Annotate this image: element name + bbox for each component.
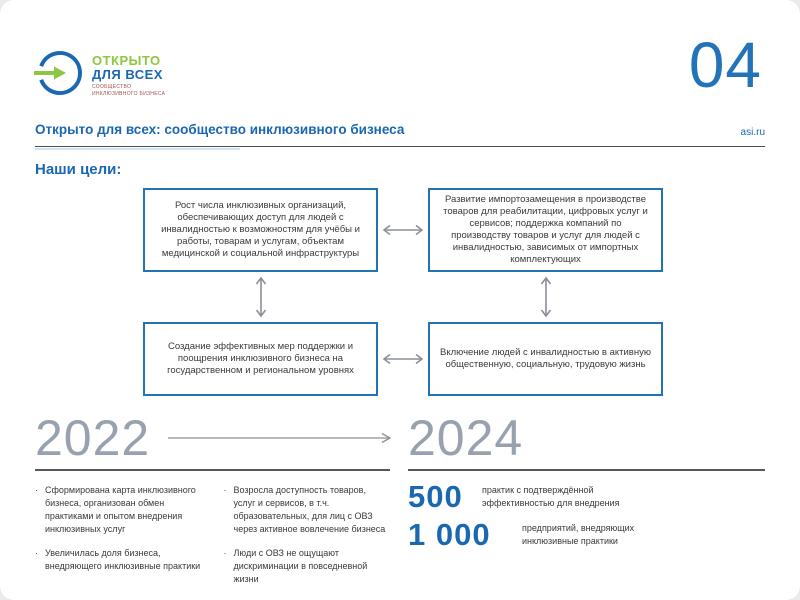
double-arrow-horizontal-icon: [378, 322, 428, 396]
goals-diagram: [143, 188, 663, 396]
stat-row-enterprises: [408, 519, 765, 550]
timeline-right-arrow-icon: [168, 432, 393, 444]
targets-2024: [408, 481, 765, 550]
bullet-marker: ·: [35, 485, 38, 495]
year-row-2024: [408, 410, 765, 466]
page-number: 04: [688, 29, 762, 101]
stat-value: 1 000: [408, 517, 491, 552]
timeline-2024-column: [408, 410, 765, 557]
stat-label: предприятий, внедряющих инклюзивные практики: [522, 523, 635, 546]
goal-box-inclusion: Включение людей с инвалидностью в активную общественную, социальную, трудовую жизнь: [428, 322, 663, 396]
results-col-1: [35, 484, 202, 597]
bullet-marker: ·: [223, 485, 227, 495]
double-arrow-vertical-icon: [143, 272, 378, 322]
year-2024: 2024: [408, 410, 524, 466]
stat-label: практик с подтверждённой эффективностью для внедрения: [482, 485, 620, 508]
double-arrow-horizontal-icon: [378, 188, 428, 272]
list-item: · Люди с ОВЗ не ощущают дискриминации в повседневной жизни: [224, 547, 391, 586]
list-item: · Увеличилась доля бизнеса, внедряющего инклюзивные практики: [35, 547, 202, 573]
logo-text: [92, 46, 165, 97]
logo: [33, 46, 165, 100]
logo-subtitle-line2: ИНКЛЮЗИВНОГО БИЗНЕСА: [92, 90, 166, 97]
year-2022: 2022: [35, 410, 151, 466]
list-item: · Возросла доступность товаров, услуг и сервисов, в т.ч. образовательных, для лиц с ОВЗ через активное вовлечение бизнеса: [224, 484, 391, 536]
list-item: · Сформирована карта инклюзивного бизнеса, организован обмен практиками и опытом внедрения инклюзивных услуг: [35, 484, 202, 536]
timeline-2022-column: [35, 410, 390, 597]
header-title: Открыто для всех: сообщество инклюзивного бизнеса: [35, 122, 405, 137]
goal-box-growth: Рост числа инклюзивных организаций, обеспечивающих доступ для людей с инвалидностью к возможностям для учёбы и работы, товарам и услугам, объектам медицинской и социальной инфраструктуры: [143, 188, 378, 272]
logo-subtitle: [92, 84, 165, 97]
site-link[interactable]: asi.ru: [740, 127, 765, 138]
goal-box-import-substitution: Развитие импортозамещения в производстве товаров для реабилитации, цифровых услуг и сервисов; поддержка компаний по производству товаров и услуг для людей с инвалидностью, зависимых от импортных комплектующих: [428, 188, 663, 272]
results-col-2: [224, 484, 391, 597]
arrow-circle-logo-icon: [33, 46, 87, 100]
double-arrow-vertical-icon: [428, 272, 663, 322]
year-divider: [35, 469, 390, 471]
section-title: Наши цели:: [35, 161, 122, 178]
spacer: [378, 272, 428, 322]
header-divider: [35, 146, 765, 147]
bullet-marker: ·: [223, 548, 227, 559]
year-row-2022: [35, 410, 390, 466]
goal-box-support-measures: Создание эффективных мер поддержки и поощрения инклюзивного бизнеса на государственном и региональном уровнях: [143, 322, 378, 396]
logo-subtitle-line1: СООБЩЕСТВО: [92, 84, 132, 91]
year-divider: [408, 469, 765, 471]
logo-title-line1: ОТКРЫТО: [92, 53, 161, 68]
logo-title-line2: ДЛЯ ВСЕХ: [92, 66, 163, 82]
bullet-marker: ·: [35, 548, 38, 559]
header-divider-accent: [35, 148, 240, 150]
stat-value: 500: [408, 479, 463, 514]
results-2022: [35, 484, 390, 597]
stat-row-practices: [408, 481, 765, 512]
